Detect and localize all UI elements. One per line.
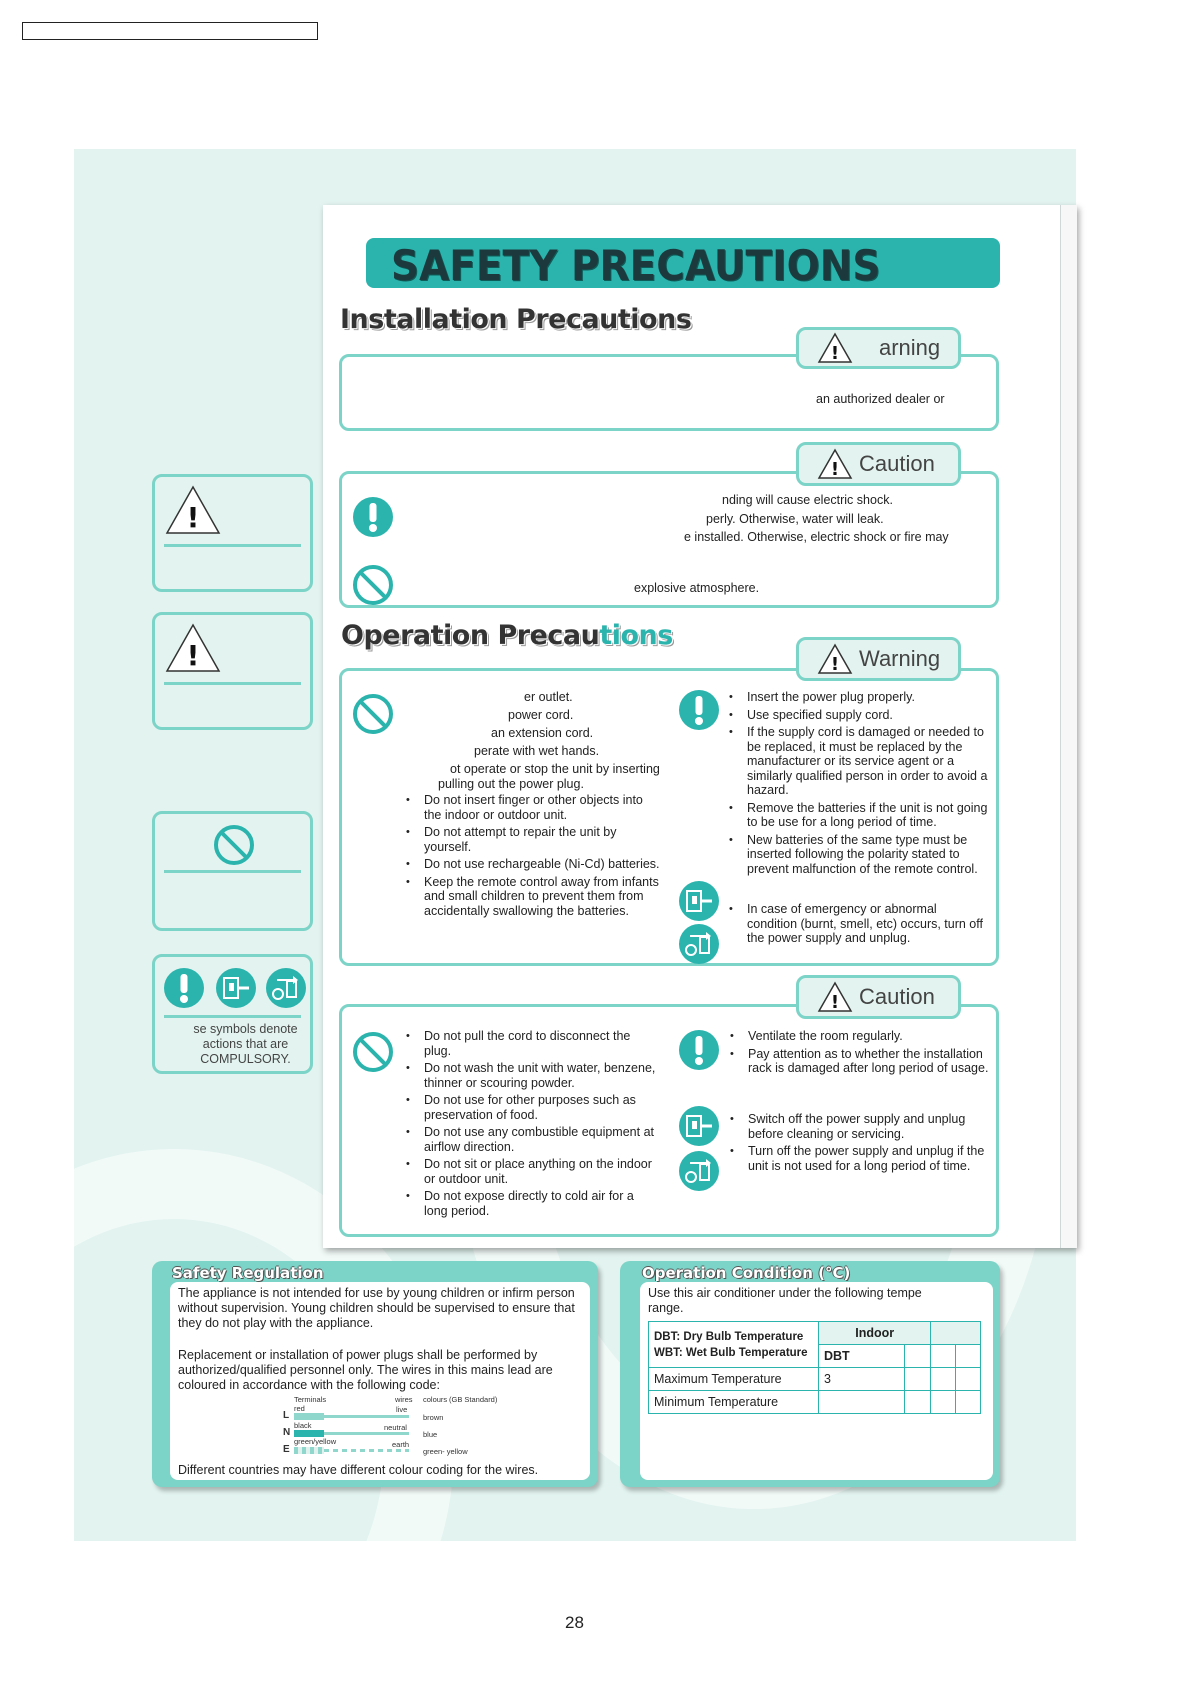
warn-fragment: perate with wet hands. (474, 744, 600, 758)
caution-left-list (404, 1029, 660, 1221)
installation-caution-label: Caution (859, 451, 935, 476)
warn-fragment: ot operate or stop the unit by inserting (450, 762, 660, 776)
wiring-diagram (280, 1395, 520, 1467)
legend-cell (649, 1322, 819, 1368)
operation-condition-table (648, 1321, 981, 1414)
wire-line (324, 1432, 409, 1435)
sidebar-caution-box (152, 612, 313, 730)
diagram-standard-label: (GB Standard) (449, 1395, 498, 1404)
wbt-legend: WBT: Wet Bulb Temperature (654, 1346, 808, 1359)
operation-condition-title: Operation Condition (°C) (642, 1264, 851, 1282)
wire-role-label: earth (392, 1440, 410, 1449)
warning-triangle-icon (165, 485, 221, 535)
terminal-label: N (283, 1427, 291, 1438)
list-item: • New batteries of the same type must be inserted following the polarity stated to prevent malfunction of the remote control. (727, 833, 989, 877)
unplug-icon (215, 967, 257, 1009)
safety-regulation-title: Safety Regulation (172, 1264, 324, 1282)
operation-heading-dark: Operation Precau (341, 620, 600, 651)
safety-regulation-box (152, 1261, 598, 1487)
caution-right-list-a (728, 1029, 990, 1079)
wire-code-label: brown (423, 1413, 444, 1422)
warn-right-list (727, 690, 989, 879)
divider (164, 544, 301, 547)
empty-cell (931, 1391, 956, 1414)
wire-bar (294, 1430, 324, 1437)
wire-colour-label: red (294, 1404, 305, 1413)
wire-bar (294, 1413, 324, 1420)
divider (164, 870, 301, 873)
max-temp-label: Maximum Temperature (649, 1368, 819, 1391)
operation-caution-tab (796, 975, 961, 1019)
page-number: 28 (565, 1613, 584, 1632)
list-item: • Use specified supply cord. (727, 708, 989, 723)
wire-colour-label: black (294, 1421, 312, 1430)
warn-emergency-list (727, 902, 989, 949)
compulsory-icon (678, 689, 720, 731)
caution-right-list-b (728, 1112, 990, 1176)
operation-warning-box (339, 668, 999, 966)
list-item: • Pay attention as to whether the installation rack is damaged after long period of usage. (728, 1047, 990, 1076)
sidebar-compulsory-box (152, 954, 313, 1074)
svg-text:!: ! (830, 343, 840, 364)
installation-heading: Installation Precautions (340, 304, 692, 335)
indoor-header: Indoor (819, 1322, 931, 1345)
operation-condition-intro: Use this air conditioner under the following tempe range. (648, 1286, 922, 1315)
power-off-icon (678, 923, 720, 965)
list-item: • Remove the batteries if the unit is not going to be use for a long period of time. (727, 801, 989, 830)
caution-line-1: nding will cause electric shock. (722, 493, 893, 507)
power-off-icon (265, 967, 307, 1009)
installation-warning-tab (796, 327, 961, 369)
installation-warning-text: an authorized dealer or (816, 392, 945, 406)
safety-regulation-body (170, 1282, 590, 1480)
sidebar-warning-box (152, 474, 313, 592)
table-row (649, 1391, 981, 1414)
wire-code-label: green- yellow (423, 1447, 468, 1456)
terminal-label: L (283, 1410, 290, 1421)
operation-warning-label: Warning (859, 646, 941, 671)
min-temp-label: Minimum Temperature (649, 1391, 819, 1414)
terminal-label: E (283, 1444, 290, 1455)
prohibited-icon (213, 824, 255, 866)
svg-text:!: ! (186, 501, 200, 534)
unplug-icon (678, 1105, 720, 1147)
warn-left-list (404, 793, 660, 921)
operation-heading-teal: tions (599, 620, 673, 651)
compulsory-icon (163, 967, 205, 1009)
list-item: • Switch off the power supply and unplug before cleaning or servicing. (728, 1112, 990, 1141)
operation-condition-box (620, 1261, 1000, 1487)
list-item: • If the supply cord is damaged or needed to be replaced, it must be replaced by the manufacturer or its service agent or a similarly qualified person in order to avoid a hazard. (727, 725, 989, 798)
safety-para-2: Replacement or installation of power plugs shall be performed by authorized/qualified personnel only. The wires in this mains lead are coloured in accordance with the following code: (178, 1348, 553, 1392)
operation-caution-label: Caution (859, 984, 935, 1009)
warning-triangle-icon (165, 623, 221, 673)
list-item: • Do not wash the unit with water, benzene, thinner or scouring powder. (404, 1061, 660, 1090)
installation-caution-box (339, 471, 999, 608)
diagram-wires-label: wires (395, 1395, 413, 1404)
empty-cell (819, 1391, 905, 1414)
warning-triangle-icon (817, 448, 853, 480)
empty-cell (905, 1345, 931, 1368)
list-item: • In case of emergency or abnormal condition (burnt, smell, etc) occurs, turn off the power supply and unplug. (727, 902, 989, 946)
dbt-legend: DBT: Dry Bulb Temperature (654, 1330, 804, 1343)
wire-role-label: live (396, 1405, 408, 1414)
wire-line (324, 1415, 409, 1418)
warn-fragment: pulling out the power plug. (438, 777, 584, 791)
table-row (649, 1322, 981, 1345)
wire-line (324, 1449, 409, 1452)
installation-warning-label: arning (879, 335, 941, 360)
compulsory-icon (678, 1029, 720, 1071)
power-off-icon (678, 1150, 720, 1192)
svg-text:!: ! (830, 992, 840, 1013)
diagram-terminals-label: Terminals (294, 1395, 327, 1404)
table-row (649, 1368, 981, 1391)
operation-heading (341, 620, 673, 651)
svg-text:!: ! (830, 459, 840, 480)
warn-fragment: er outlet. (524, 690, 573, 704)
diagram-colours-label: colours (423, 1395, 448, 1404)
list-item: • Do not sit or place anything on the indoor or outdoor unit. (404, 1157, 660, 1186)
warning-triangle-icon (817, 981, 853, 1013)
compulsory-icon (352, 496, 394, 538)
caution-line-3: e installed. Otherwise, electric shock or fire may (684, 530, 949, 544)
list-item: • Turn off the power supply and unplug if the unit is not used for a long period of time. (728, 1144, 990, 1173)
divider (164, 1015, 301, 1018)
wire-role-label: neutral (384, 1423, 407, 1432)
max-dbt-value: 3 (819, 1368, 905, 1391)
prohibited-icon (352, 1031, 394, 1073)
prohibited-icon (352, 564, 394, 606)
warn-fragment: power cord. (508, 708, 574, 722)
operation-caution-box (339, 1004, 999, 1237)
empty-cell (956, 1368, 981, 1391)
safety-footer: Different countries may have different colour coding for the wires. (178, 1463, 539, 1477)
list-item: • Keep the remote control away from infants and small children to prevent them from accidentally swallowing the batteries. (404, 875, 660, 919)
wire-colour-label: green/yellow (294, 1437, 337, 1446)
empty-cell (931, 1345, 956, 1368)
list-item: • Do not expose directly to cold air for a long period. (404, 1189, 660, 1218)
prohibited-icon (352, 693, 394, 735)
compulsory-description: se symbols denote actions that are COMPULSORY. (193, 1022, 298, 1066)
list-item: • Do not insert finger or other objects into the indoor or outdoor unit. (404, 793, 660, 822)
wire-code-label: blue (423, 1430, 438, 1439)
safety-para-1: The appliance is not intended for use by young children or infirm person without supervision. Young children should be supervised to ensure that they do not play with the appliance. (178, 1286, 575, 1330)
empty-cell (956, 1345, 981, 1368)
list-item: • Do not use any combustible equipment at airflow direction. (404, 1125, 660, 1154)
empty-cell (905, 1368, 931, 1391)
divider (164, 682, 301, 685)
svg-text:!: ! (186, 639, 200, 672)
warning-triangle-icon (817, 643, 853, 675)
header-box (22, 22, 318, 40)
unplug-icon (678, 880, 720, 922)
empty-header (931, 1322, 981, 1345)
warning-triangle-icon (817, 332, 853, 364)
caution-prohibit-text: explosive atmosphere. (634, 581, 760, 595)
caution-line-2: perly. Otherwise, water will leak. (706, 512, 884, 526)
list-item: • Do not use for other purposes such as preservation of food. (404, 1093, 660, 1122)
operation-warning-tab (796, 637, 961, 681)
installation-caution-tab (796, 442, 961, 486)
dbt-column-header: DBT (819, 1345, 905, 1368)
list-item: • Do not attempt to repair the unit by yourself. (404, 825, 660, 854)
page-edge (1060, 205, 1077, 1248)
wire-bar (294, 1447, 324, 1454)
operation-condition-body (640, 1282, 993, 1480)
empty-cell (956, 1391, 981, 1414)
list-item: • Insert the power plug properly. (727, 690, 989, 705)
warn-fragment: an extension cord. (491, 726, 594, 740)
list-item: • Ventilate the room regularly. (728, 1029, 990, 1044)
page-title: SAFETY PRECAUTIONS (391, 242, 881, 291)
sidebar-prohibited-box (152, 811, 313, 931)
empty-cell (905, 1391, 931, 1414)
list-item: • Do not use rechargeable (Ni-Cd) batteries. (404, 857, 660, 872)
svg-text:!: ! (830, 654, 840, 675)
empty-cell (931, 1368, 956, 1391)
list-item: • Do not pull the cord to disconnect the plug. (404, 1029, 660, 1058)
